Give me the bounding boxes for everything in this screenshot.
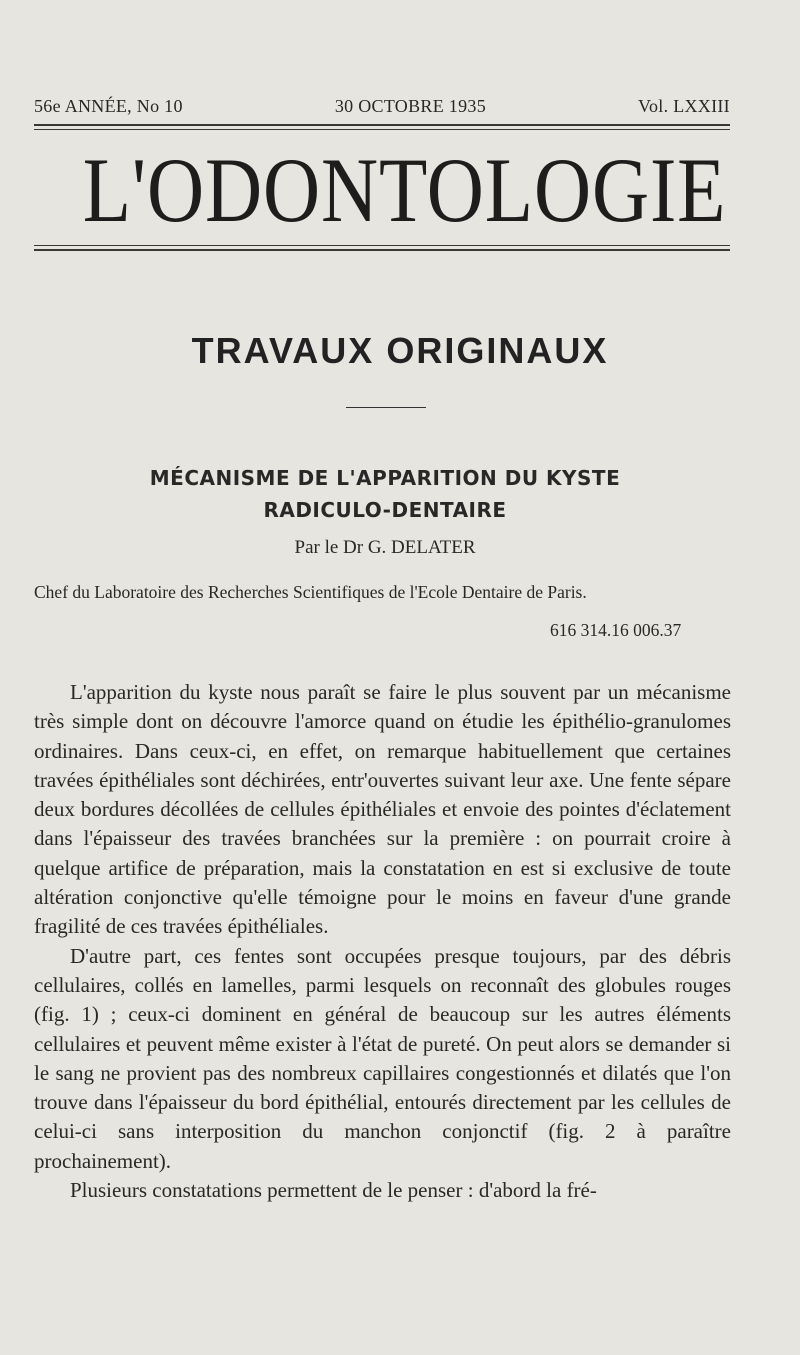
volume-number: Vol. LXXIII	[638, 96, 730, 116]
body-paragraph: L'apparition du kyste nous paraît se faire le plus souvent par un mécanisme très simple dont on découvre l'amorce quand on étudie les épithélio-granulomes ordinaires. Dans ceux-ci, en effet, on remarque habituellement que certaines travées épithéliales sont déchirées, entr'ouvertes suivant leur axe. Une fente sépare deux bordures décollées de cellules épithéliales et envoie des pointes d'éclatement dans l'épaisseur des travées branchées sur la première : on pourrait croire à quelque artifice de préparation, mais la constatation en est si exclusive de toute altération conjonctive qu'elle témoigne pour le moins en faveur d'une grande fragilité de ces travées épithéliales.	[34, 680, 731, 939]
body-paragraph: Plusieurs constatations permettent de le penser : d'abord la fré-	[70, 1178, 597, 1203]
issue-number: 56e ANNÉE, No 10	[34, 96, 183, 116]
article-title-line1: MÉCANISME DE L'APPARITION DU KYSTE	[149, 466, 621, 490]
title-rule-top	[34, 245, 730, 246]
title-rule-bottom	[34, 249, 730, 251]
author-affiliation: Chef du Laboratoire des Recherches Scientifiques de l'Ecole Dentaire de Paris.	[34, 582, 587, 602]
section-title: TRAVAUX ORIGINAUX	[191, 330, 609, 371]
section-divider	[346, 407, 426, 408]
article-author: Par le Dr G. DELATER	[294, 537, 476, 558]
issue-date: 30 OCTOBRE 1935	[334, 96, 486, 116]
article-body	[34, 678, 731, 1205]
body-paragraph: D'autre part, ces fentes sont occupées presque toujours, par des débris cellulaires, collés en lamelles, parmi lesquels on reconnaît des globules rouges (fig. 1) ; ceux-ci dominent en général de beaucoup sur les autres éléments cellulaires et peuvent même exister à l'état de pureté. On peut alors se demander si le sang ne provient pas des nombreux capillaires congestionnés et dilatés que l'on trouve dans l'épaisseur du bord épithélial, entourés directement par les cellules de celui-ci sans interposition du manchon conjonctif (fig. 2 à paraître prochainement).	[34, 943, 731, 1173]
header-rule-top	[34, 124, 730, 126]
classification-number: 616 314.16 006.37	[550, 620, 682, 640]
issue-header	[34, 96, 730, 117]
header-rule-bottom	[34, 129, 730, 130]
article-title-line2: RADICULO-DENTAIRE	[263, 498, 507, 522]
journal-title: L'ODONTOLOGIE	[82, 139, 727, 241]
